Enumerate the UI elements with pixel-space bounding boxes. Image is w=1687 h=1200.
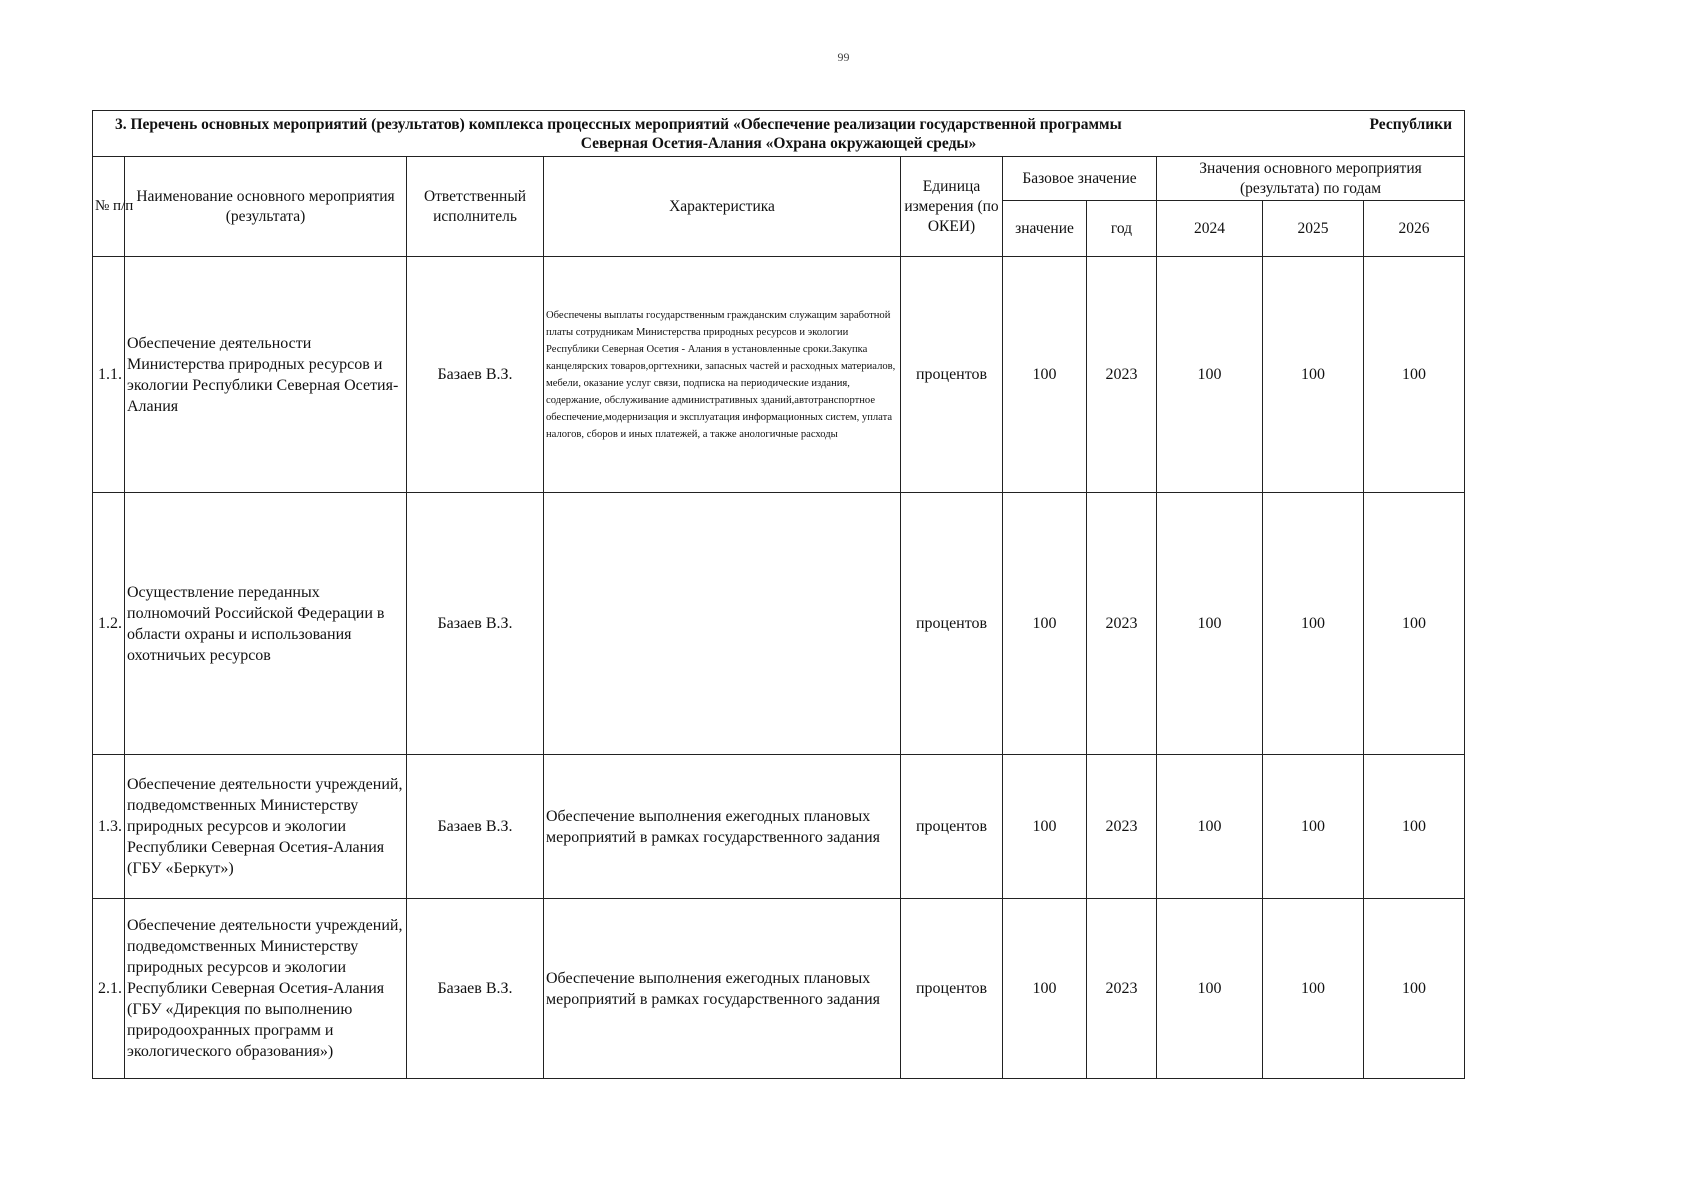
responsible-person: Базаев В.З.: [407, 257, 544, 493]
table-row: [93, 755, 1465, 899]
table-title: [93, 111, 1465, 157]
value-2025: 100: [1263, 899, 1364, 1079]
responsible-person: Базаев В.З.: [407, 493, 544, 755]
measure-characteristic: [544, 493, 901, 755]
measure-name: Обеспечение деятельности Министерства природных ресурсов и экологии Республики Северная Осетия-Алания: [125, 257, 407, 493]
measure-name: Осуществление переданных полномочий Российской Федерации в области охраны и использования охотничьих ресурсов: [125, 493, 407, 755]
measure-characteristic: Обеспечение выполнения ежегодных плановых мероприятий в рамках государственного задания: [544, 899, 901, 1079]
page-number: 99: [837, 50, 850, 64]
value-2025: 100: [1263, 257, 1364, 493]
table-row: [93, 257, 1465, 493]
value-2024: 100: [1157, 899, 1263, 1079]
row-number: 1.1.: [93, 257, 125, 493]
header-base-value-value: значение: [1003, 201, 1087, 257]
header-name: Наименование основного мероприятия (результата): [125, 157, 407, 257]
header-year-2026: 2026: [1364, 201, 1465, 257]
row-number: 1.3.: [93, 755, 125, 899]
base-value: 100: [1003, 257, 1087, 493]
unit-of-measure: процентов: [901, 899, 1003, 1079]
base-year: 2023: [1087, 899, 1157, 1079]
row-number: 2.1.: [93, 899, 125, 1079]
base-year: 2023: [1087, 493, 1157, 755]
measure-characteristic: Обеспечены выплаты государственным гражданским служащим заработной платы сотрудникам Министерства природных ресурсов и экологии Республики Северная Осетия - Алания в установленные сроки.Закупка канцелярских товаров,оргтехники, запасных частей и расходных материалов, мебели, оказание услуг связи, подписка на периодические издания, содержание, обслуживание административных зданий,автотранспортное обеспечение,модернизация и эксплуатация информационных систем, уплата налогов, сборов и иных платежей, а также анологичные расходы: [544, 257, 901, 493]
value-2026: 100: [1364, 493, 1465, 755]
table-row: [93, 899, 1465, 1079]
value-2025: 100: [1263, 755, 1364, 899]
header-base-value-year: год: [1087, 201, 1157, 257]
header-responsible: Ответственный исполнитель: [407, 157, 544, 257]
unit-of-measure: процентов: [901, 257, 1003, 493]
value-2026: 100: [1364, 755, 1465, 899]
measure-name: Обеспечение деятельности учреждений, подведомственных Министерству природных ресурсов и экологии Республики Северная Осетия-Алания (ГБУ «Беркут»): [125, 755, 407, 899]
value-2026: 100: [1364, 899, 1465, 1079]
row-number: 1.2.: [93, 493, 125, 755]
base-value: 100: [1003, 899, 1087, 1079]
base-value: 100: [1003, 493, 1087, 755]
header-year-2025: 2025: [1263, 201, 1364, 257]
measure-characteristic: Обеспечение выполнения ежегодных плановых мероприятий в рамках государственного задания: [544, 755, 901, 899]
header-base-value: Базовое значение: [1003, 157, 1157, 201]
measures-table: [92, 110, 1465, 1079]
header-year-2024: 2024: [1157, 201, 1263, 257]
header-characteristic: Характеристика: [544, 157, 901, 257]
base-year: 2023: [1087, 257, 1157, 493]
unit-of-measure: процентов: [901, 493, 1003, 755]
header-unit: Единица измерения (по ОКЕИ): [901, 157, 1003, 257]
unit-of-measure: процентов: [901, 755, 1003, 899]
value-2024: 100: [1157, 257, 1263, 493]
measure-name: Обеспечение деятельности учреждений, подведомственных Министерству природных ресурсов и экологии Республики Северная Осетия-Алания (ГБУ «Дирекция по выполнению природоохранных программ и экологического образования»): [125, 899, 407, 1079]
header-no: № п/п: [93, 157, 125, 257]
value-2025: 100: [1263, 493, 1364, 755]
table-title-line2: Северная Осетия-Алания «Охрана окружающей среды»: [580, 134, 977, 152]
responsible-person: Базаев В.З.: [407, 899, 544, 1079]
table-title-line1-end: Республики: [1369, 115, 1453, 133]
header-values-by-year: Значения основного мероприятия (результата) по годам: [1157, 157, 1465, 201]
value-2026: 100: [1364, 257, 1465, 493]
table-title-line1: 3. Перечень основных мероприятий (результатов) комплекса процессных мероприятий «Обеспечение реализации государственной программы: [115, 115, 1122, 133]
base-year: 2023: [1087, 755, 1157, 899]
base-value: 100: [1003, 755, 1087, 899]
responsible-person: Базаев В.З.: [407, 755, 544, 899]
value-2024: 100: [1157, 493, 1263, 755]
table-row: [93, 493, 1465, 755]
value-2024: 100: [1157, 755, 1263, 899]
